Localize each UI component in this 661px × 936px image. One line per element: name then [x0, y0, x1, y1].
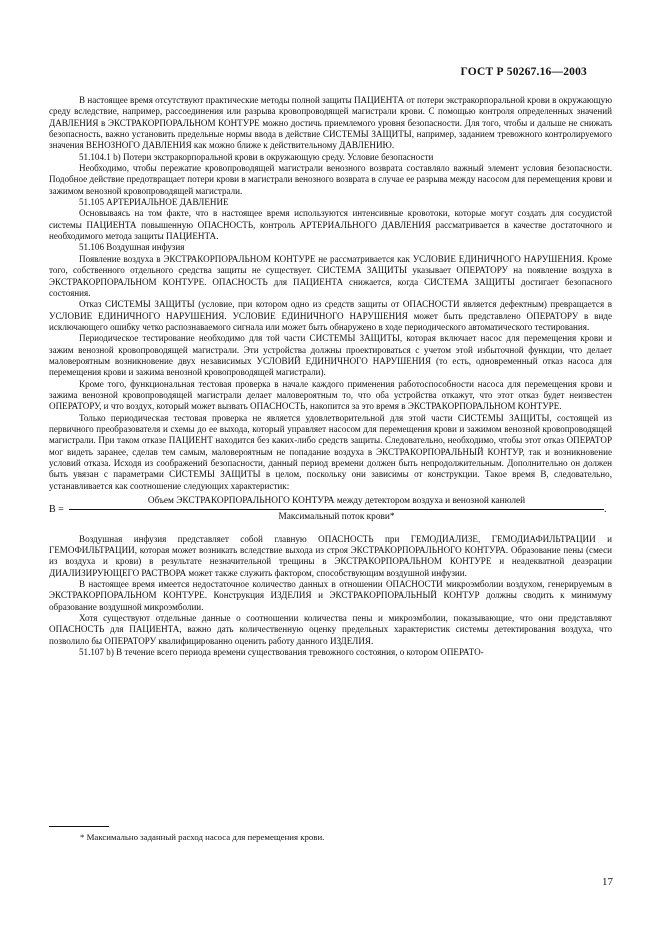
paragraph: Периодическое тестирование необходимо для той части СИСТЕМЫ ЗАЩИТЫ, которая включает насос для перемещения крови и зажим венозной кровопроводящей магистрали. Эти устройства должны проектироваться с учетом этой избыточной функции, что делает маловероятным возникновение двух независимых УСЛОВИЙ ЕДИНИЧНОГО НАРУШЕНИЯ (то есть, одновременный отказ насоса для перемещения крови и зажима венозной кровопроводящей магистрали). — [49, 333, 612, 378]
section-heading: 51.106 Воздушная инфузия — [79, 242, 185, 253]
paragraph: Кроме того, функциональная тестовая проверка в начале каждого применения работоспособности насоса для перемещения крови и зажима венозной кровопроводящей магистрали делает маловероятным то, что оба устройства откажут, что этот отказ будет неизвестен ОПЕРАТОРУ, и что воздух, который может вызвать ОПАСНОСТЬ, накопится за это время в ЭКСТРАКОРПОРАЛЬНОМ КОНТУРЕ. — [49, 378, 612, 412]
page-number: 17 — [602, 876, 613, 888]
formula-end: . — [604, 504, 607, 516]
main-text — [49, 95, 612, 659]
paragraph: Воздушная инфузия представляет собой главную ОПАСНОСТЬ при ГЕМОДИАЛИЗЕ, ГЕМОДИАФИЛЬТРАЦИИ и ГЕМОФИЛЬТРАЦИИ, которая может возникать вследствие выхода из строя ЭКСТРАКОРПОРАЛЬНОГО КОНТУРА. Образование пены (смеси из воздуха и крови) в результате незначительной трещины в ЭКСТРАКОРПОРАЛЬНОМ КОНТУРЕ и неадекватной деаэрации ДИАЛИЗИРУЮЩЕГО РАСТВОРА может также служить фактором, способствующим воздушной инфузии. — [49, 533, 612, 578]
paragraph: В настоящее время имеется недостаточное количество данных в отношении ОПАСНОСТИ микроэмболии воздухом, генерируемым в ЭКСТРАКОРПОРАЛЬНОМ КОНТУРЕ. Конструкция ИЗДЕЛИЯ и ЭКСТРАКОРПОРАЛЬНЫЙ КОНТУР должны сводить к минимуму образование воздушной микроэмболии. — [49, 579, 612, 612]
formula — [49, 496, 612, 524]
formula-fraction — [69, 496, 604, 524]
paragraph: Необходимо, чтобы пережатие кровопроводящей магистрали венозного возврата составляло важный элемент условия безопасности. Подобное действие предотвращает потери крови в магистрали венозного возврата в случае ее разрыва между насосом для перемещения крови и зажимом венозной кровопроводящей магистрали. — [49, 163, 612, 196]
formula-numerator: Объем ЭКСТРАКОРПОРАЛЬНОГО КОНТУРА между детектором воздуха и венозной канюлей — [69, 496, 604, 510]
standard-header: ГОСТ Р 50267.16—2003 — [460, 66, 587, 78]
paragraph: Отказ СИСТЕМЫ ЗАЩИТЫ (условие, при котором одно из средств защиты от ОПАСНОСТИ является дефектным) превращается в УСЛОВИЕ ЕДИНИЧНОГО НАРУШЕНИЯ. УСЛОВИЕ ЕДИНИЧНОГО НАРУШЕНИЯ может быть представлено ОПЕРАТОРУ в виде исключающего ошибку четко распознаваемого сигнала или может быть обнаружено в ходе периодического автоматического тестирования. — [49, 299, 612, 332]
footnote: * Максимально заданный расход насоса для перемещения крови. — [80, 832, 325, 842]
paragraph: Появление воздуха в ЭКСТРАКОРПОРАЛЬНОМ КОНТУРЕ не рассматривается как УСЛОВИЕ ЕДИНИЧНОГО НАРУШЕНИЯ. Кроме того, собственного отдельного средства защиты не существует. СИСТЕМА ЗАЩИТЫ указывает ОПЕРАТОРУ на появление воздуха в ЭКСТРАКОРПОРАЛЬНОМ КОНТУРЕ. ОПАСНОСТЬ для ПАЦИЕНТА снижается, когда СИСТЕМА ЗАЩИТЫ достигает безопасного состояния. — [49, 253, 612, 298]
paragraph: Только периодическая тестовая проверка не является удовлетворительной для этой части СИСТЕМЫ ЗАЩИТЫ, состоящей из первичного преобразователя и схемы до ее выхода, который управляет насосом для перемещения крови и зажимом венозной кровопроводящей магистрали. При таком отказе ПАЦИЕНТ находится без каких-либо средств защиты. Следовательно, необходимо, чтобы этот отказ ОПЕРАТОР мог видеть заранее, сделав тем самым, маловероятным не попадание воздуха в ЭКСТРАКОРПОРАЛЬНЫЙ КОНТУР, так и возникновение условий отказа. Исходя из соображений безопасности, данный период времени должен быть непродолжительным. Дополнительно он должен быть увязан с параметрами СИСТЕМЫ ЗАЩИТЫ в целом, поскольку они зависимы от конструкции. Такое время В, следовательно, устанавливается как соотношение следующих характеристик: — [49, 412, 612, 491]
paragraph: 51.104.1 b) Потери экстракорпоральной крови в окружающую среду. Условие безопасности — [79, 151, 434, 162]
paragraph: Хотя существуют отдельные данные о соотношении количества пены и микроэмболии, показывающие, что они представляют ОПАСНОСТЬ для ПАЦИЕНТА, важно дать количественную оценку предельных характеристик системы детектирования воздуха, что позволило бы ОПЕРАТОРУ квалифицированно оценить работу данного ИЗДЕЛИЯ. — [49, 613, 612, 646]
formula-lhs: В = — [49, 504, 64, 516]
section-heading: 51.105 АРТЕРИАЛЬНОЕ ДАВЛЕНИЕ — [79, 197, 229, 208]
footnote-separator — [49, 826, 109, 827]
paragraph: Основываясь на том факте, что в настоящее время используются интенсивные кровотоки, которые могут создать для сосудистой системы ПАЦИЕНТА повышенную ОПАСНОСТЬ, контроль АРТЕРИАЛЬНОГО ДАВЛЕНИЯ рассматривается в качестве достаточного и необходимого метода защиты ПАЦИЕНТА. — [49, 208, 612, 242]
formula-denominator: Максимальный поток крови* — [278, 512, 395, 523]
paragraph: 51.107 b) В течение всего периода времени существования тревожного состояния, о котором ОПЕРАТО- — [79, 647, 484, 658]
paragraph: В настоящее время отсутствуют практические методы полной защиты ПАЦИЕНТА от потери экстракорпоральной крови в окружающую среду вследствие, например, рассоединения или разрыва кровопроводящей магистрали крови. С помощью контроля определенных значений ДАВЛЕНИЯ в ЭКСТРАКОРПОРАЛЬНОМ КОНТУРЕ можно достичь приемлемого уровня безопасности. Для того, чтобы и дальше не снижать безопасность, важно установить предельные нормы ввода в действие СИСТЕМЫ ЗАЩИТЫ, например, заданием тревожного контролируемого значения ВЕНОЗНОГО ДАВЛЕНИЯ как можно ближе к действительному ДАВЛЕНИЮ. — [49, 95, 612, 151]
